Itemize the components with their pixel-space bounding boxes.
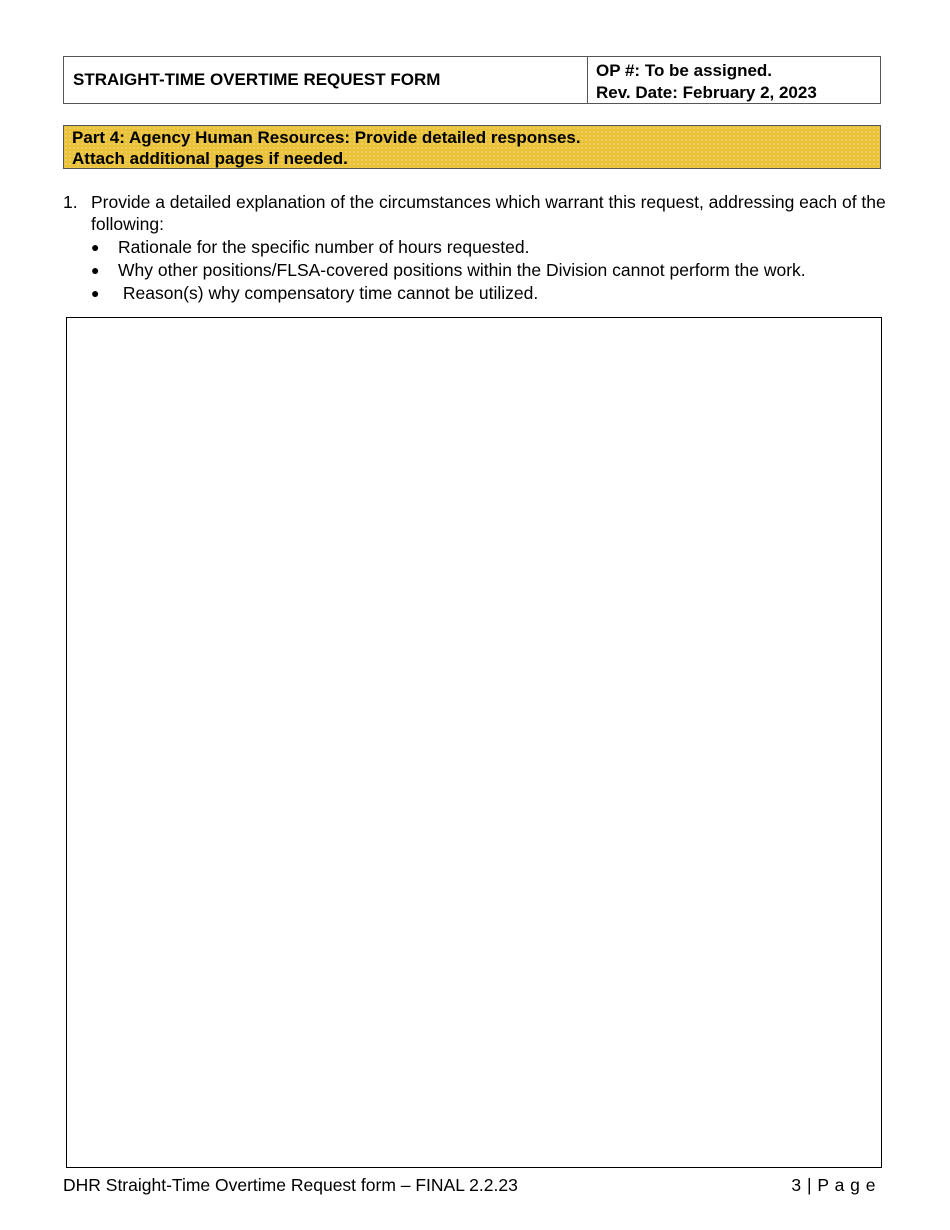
- bullet-icon: ●: [91, 239, 100, 255]
- form-title: STRAIGHT-TIME OVERTIME REQUEST FORM: [73, 70, 441, 89]
- form-header-table: [63, 56, 881, 104]
- form-title-cell: [64, 57, 588, 103]
- bullet-item: [91, 282, 893, 305]
- bullet-text: Reason(s) why compensatory time cannot be utilized.: [118, 283, 539, 303]
- question-text: Provide a detailed explanation of the circumstances which warrant this request, addressing each of the following:: [91, 192, 886, 234]
- question-number: 1.: [63, 192, 78, 212]
- response-textbox[interactable]: [66, 317, 882, 1168]
- bullet-item: [91, 259, 893, 282]
- revision-date: Rev. Date: February 2, 2023: [596, 83, 817, 102]
- question-bullet-list: [91, 236, 893, 305]
- form-meta-cell: [588, 57, 880, 103]
- footer-page-number: 3 | P a g e: [791, 1175, 876, 1195]
- bullet-text: Why other positions/FLSA-covered positions within the Division cannot perform the work.: [118, 260, 806, 280]
- bullet-text: Rationale for the specific number of hours requested.: [118, 237, 530, 257]
- op-number: OP #: To be assigned.: [596, 61, 773, 80]
- bullet-icon: ●: [91, 285, 100, 301]
- part-4-instruction: Attach additional pages if needed.: [72, 149, 348, 168]
- footer-document-label: DHR Straight-Time Overtime Request form – FINAL 2.2.23: [63, 1175, 518, 1195]
- bullet-item: [91, 236, 893, 259]
- part-4-banner: [63, 125, 881, 169]
- bullet-icon: ●: [91, 262, 100, 278]
- part-4-heading: Part 4: Agency Human Resources: Provide detailed responses.: [72, 128, 581, 147]
- question-1: [63, 191, 893, 305]
